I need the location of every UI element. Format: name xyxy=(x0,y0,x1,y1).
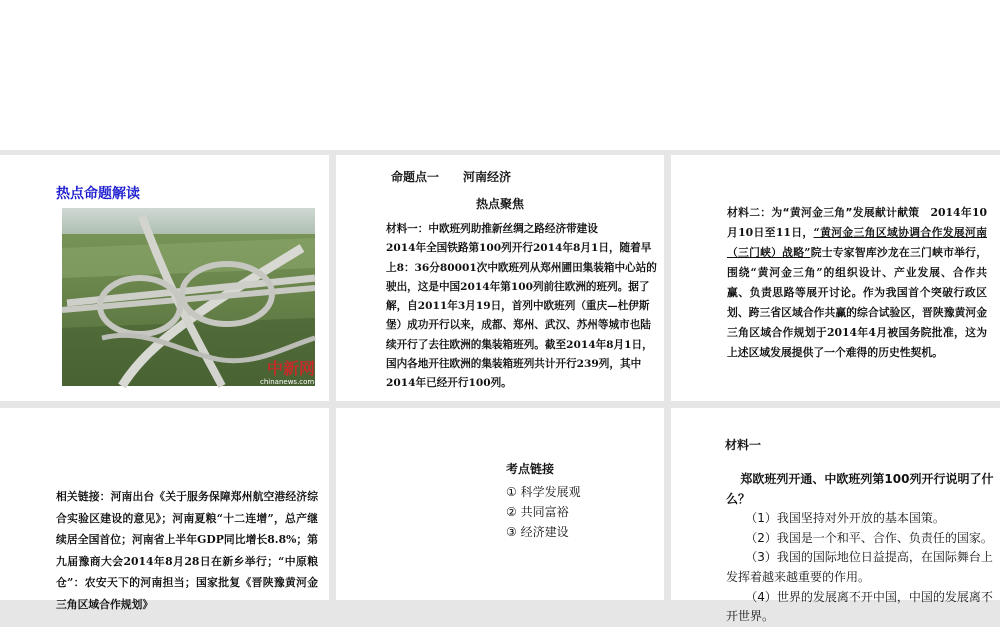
material-text: 2014年全国铁路第100列开行2014年8月1日，随着早上8：36分80001次中欧班列从郑州圃田集装箱中心站的驶出，这是中国2014年第100列前往欧洲的班列。据了解，自2011年3月19日，首列中欧班列（重庆—杜伊斯堡）成功开行以来，成都、郑州、武汉、苏州等城市也陆续开行了去往欧洲的集装箱班列。截至2014年8月1日，国内各地开往欧洲的集装箱班列共计开行239列，其中2014年已经开行100列。 xyxy=(386,242,657,390)
answer-item: （1）我国坚持对外开放的基本国策。 xyxy=(745,511,945,526)
related-links-label: 相关链接： xyxy=(56,490,111,503)
list-item: ① 科学发展观 xyxy=(506,485,581,499)
slide-thumbnail-6[interactable] xyxy=(671,408,1000,624)
related-links-text: 河南出台《关于服务保障郑州航空港经济综合实验区建设的意见》；河南夏粮“十二连增”，总产继续居全国首位；河南省上半年GDP同比增长8.8%；第九届豫商大会2014年8月28日在新乡举行；“中原粮仓”：农安天下的河南担当；国家批复《晋陕豫黄河金三角区域合作规划》 xyxy=(56,490,318,611)
top-blank-area xyxy=(0,0,1000,150)
material-two-title: 材料二：为“黄河金三角”发展献计献策 xyxy=(727,206,920,219)
watermark-caption: chinanews.com xyxy=(260,378,315,386)
answer-item: （3）我国的国际地位日益提高，在国际舞台上发挥着越来越重要的作用。 xyxy=(726,550,993,584)
answer-item: （4）世界的发展离不开中国，中国的发展离不开世界。 xyxy=(726,589,993,624)
slide-thumbnail-1[interactable] xyxy=(0,155,329,401)
material-two-block xyxy=(727,203,987,363)
key-points-heading: 考点链接 xyxy=(506,462,555,476)
related-links-block xyxy=(56,486,318,615)
slide-heading: 命题点一 河南经济 xyxy=(391,170,512,184)
question-text: 郑欧班列开通、中欧班列第100列开行说明了什么？ xyxy=(726,472,994,506)
key-points-list xyxy=(506,482,581,542)
slide-thumbnail-4[interactable] xyxy=(0,408,329,611)
watermark-logo: 中新网 xyxy=(267,359,316,378)
material-one-block xyxy=(386,220,658,394)
material-two-underlined: “黄河金三角区域协调合作发展河南（三门峡）战略” xyxy=(727,226,987,259)
highway-interchange-photo xyxy=(62,208,315,386)
slide-subheading: 热点聚焦 xyxy=(475,197,524,211)
answer-item: （2）我国是一个和平、合作、负责任的国家。 xyxy=(745,530,993,545)
list-item: ③ 经济建设 xyxy=(506,525,569,539)
material-two-text-rest: 院士专家智库沙龙在三门峡市举行，围绕“黄河金三角”的组织设计、产业发展、合作共赢、负责思路等展开讨论。作为我国首个突破行政区划、跨三省区域合作共赢的综合试验区，晋陕豫黄河金三角区域合作规划于2014年4月被国务院批准，这为上述区域发展提供了一个难得的历史性契机。 xyxy=(727,246,987,359)
slide-title: 热点命题解读 xyxy=(56,186,140,202)
answer-block xyxy=(726,470,998,627)
material-title: 材料一：中欧班列助推新丝绸之路经济带建设 xyxy=(386,223,598,235)
material-heading: 材料一 xyxy=(725,438,762,452)
slide-thumbnail-3[interactable] xyxy=(671,155,1000,401)
slide-thumbnail-5[interactable] xyxy=(336,408,664,600)
material-two-text-start: 2014年10月10日至11日， xyxy=(727,206,987,239)
list-item: ② 共同富裕 xyxy=(506,505,569,519)
slide-thumbnail-2[interactable] xyxy=(336,155,664,401)
